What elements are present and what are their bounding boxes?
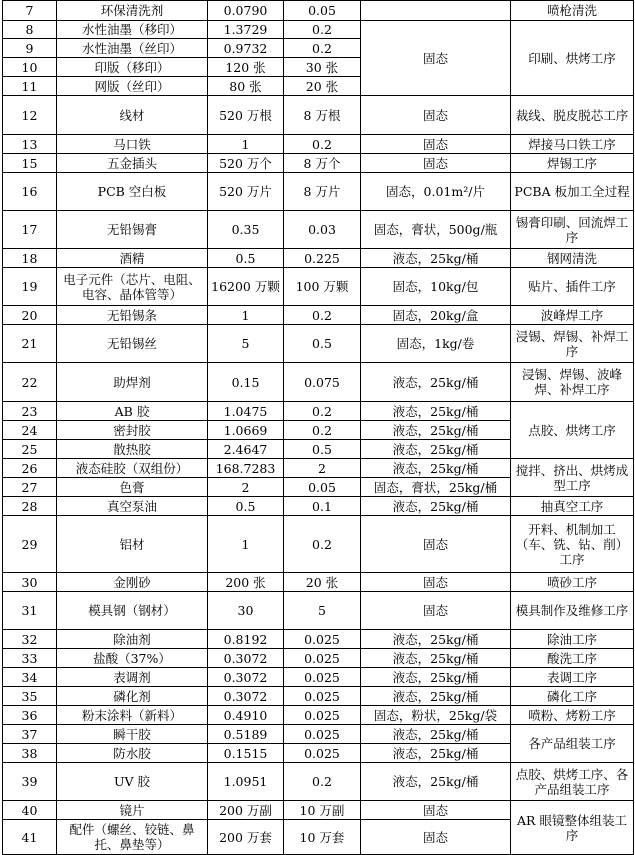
max-storage: 8 万片 bbox=[284, 173, 361, 211]
annual-usage: 0.3072 bbox=[208, 668, 284, 687]
row-number: 18 bbox=[3, 249, 57, 268]
max-storage: 0.025 bbox=[284, 649, 361, 668]
process-step: 点胶、烘烤工序 bbox=[511, 402, 634, 459]
annual-usage: 2 bbox=[208, 478, 284, 497]
table-row bbox=[3, 325, 634, 363]
material-name: 酒精 bbox=[57, 249, 208, 268]
max-storage: 0.025 bbox=[284, 687, 361, 706]
physical-state: 液态，25kg/桶 bbox=[361, 402, 511, 421]
annual-usage: 200 万套 bbox=[208, 820, 284, 855]
max-storage: 8 万个 bbox=[284, 154, 361, 173]
material-name: 助焊剂 bbox=[57, 363, 208, 402]
row-number: 15 bbox=[3, 154, 57, 173]
annual-usage: 520 万根 bbox=[208, 96, 284, 135]
row-number: 26 bbox=[3, 459, 57, 478]
material-name: UV 胶 bbox=[57, 763, 208, 801]
row-number: 32 bbox=[3, 630, 57, 649]
process-step: PCBA 板加工全过程 bbox=[511, 173, 634, 211]
row-number: 30 bbox=[3, 573, 57, 592]
material-name: 马口铁 bbox=[57, 135, 208, 154]
annual-usage: 16200 万颗 bbox=[208, 268, 284, 306]
max-storage: 0.1 bbox=[284, 497, 361, 516]
process-step: 磷化工序 bbox=[511, 687, 634, 706]
physical-state: 固态，20kg/盒 bbox=[361, 306, 511, 325]
max-storage: 0.05 bbox=[284, 1, 361, 21]
max-storage: 0.025 bbox=[284, 630, 361, 649]
annual-usage: 1.0475 bbox=[208, 402, 284, 421]
row-number: 7 bbox=[3, 1, 57, 21]
table-row bbox=[3, 687, 634, 706]
row-number: 13 bbox=[3, 135, 57, 154]
annual-usage: 1.3729 bbox=[208, 21, 284, 39]
annual-usage: 1 bbox=[208, 135, 284, 154]
process-step: 模具制作及维修工序 bbox=[511, 592, 634, 630]
max-storage: 0.025 bbox=[284, 725, 361, 744]
material-name: 配件（螺丝、铰链、鼻托、鼻垫等） bbox=[57, 820, 208, 855]
material-name: 无铅锡丝 bbox=[57, 325, 208, 363]
row-number: 11 bbox=[3, 77, 57, 96]
annual-usage: 80 张 bbox=[208, 77, 284, 96]
physical-state: 固态，0.01m²/片 bbox=[361, 173, 511, 211]
table-row bbox=[3, 173, 634, 211]
max-storage: 0.025 bbox=[284, 706, 361, 725]
table-row bbox=[3, 402, 634, 421]
physical-state: 固态 bbox=[361, 820, 511, 855]
table-row bbox=[3, 630, 634, 649]
physical-state: 液态，25kg/桶 bbox=[361, 363, 511, 402]
annual-usage: 0.5189 bbox=[208, 725, 284, 744]
row-number: 23 bbox=[3, 402, 57, 421]
physical-state: 液态，25kg/桶 bbox=[361, 421, 511, 440]
row-number: 29 bbox=[3, 516, 57, 573]
table-row bbox=[3, 592, 634, 630]
process-step: 钢网清洗 bbox=[511, 249, 634, 268]
table-row bbox=[3, 725, 634, 744]
material-name: 瞬干胶 bbox=[57, 725, 208, 744]
table-row bbox=[3, 459, 634, 478]
annual-usage: 0.1515 bbox=[208, 744, 284, 763]
max-storage: 0.2 bbox=[284, 135, 361, 154]
table-row bbox=[3, 649, 634, 668]
annual-usage: 0.3072 bbox=[208, 687, 284, 706]
physical-state: 液态，25kg/桶 bbox=[361, 249, 511, 268]
row-number: 10 bbox=[3, 58, 57, 77]
annual-usage: 0.3072 bbox=[208, 649, 284, 668]
material-name: AB 胶 bbox=[57, 402, 208, 421]
material-name: 铝材 bbox=[57, 516, 208, 573]
process-step: 焊接马口铁工序 bbox=[511, 135, 634, 154]
max-storage: 0.2 bbox=[284, 402, 361, 421]
max-storage: 0.2 bbox=[284, 763, 361, 801]
max-storage: 20 张 bbox=[284, 573, 361, 592]
material-name: 无铅锡膏 bbox=[57, 211, 208, 249]
row-number: 40 bbox=[3, 801, 57, 820]
table-row bbox=[3, 497, 634, 516]
process-step: 裁线、脱皮脱芯工序 bbox=[511, 96, 634, 135]
table-row bbox=[3, 21, 634, 39]
material-name: 液态硅胶（双组份） bbox=[57, 459, 208, 478]
table-row bbox=[3, 154, 634, 173]
physical-state: 固态，粉状，25kg/袋 bbox=[361, 706, 511, 725]
annual-usage: 0.8192 bbox=[208, 630, 284, 649]
annual-usage: 0.5 bbox=[208, 249, 284, 268]
row-number: 37 bbox=[3, 725, 57, 744]
annual-usage: 0.9732 bbox=[208, 39, 284, 58]
max-storage: 5 bbox=[284, 592, 361, 630]
physical-state: 固态 bbox=[361, 592, 511, 630]
table-row bbox=[3, 268, 634, 306]
max-storage: 0.03 bbox=[284, 211, 361, 249]
max-storage: 0.2 bbox=[284, 21, 361, 39]
annual-usage: 0.15 bbox=[208, 363, 284, 402]
annual-usage: 200 张 bbox=[208, 573, 284, 592]
row-number: 39 bbox=[3, 763, 57, 801]
process-step: 贴片、插件工序 bbox=[511, 268, 634, 306]
process-step: 开料、机制加工（车、铣、钻、削）工序 bbox=[511, 516, 634, 573]
annual-usage: 0.4910 bbox=[208, 706, 284, 725]
row-number: 41 bbox=[3, 820, 57, 855]
row-number: 28 bbox=[3, 497, 57, 516]
row-number: 8 bbox=[3, 21, 57, 39]
max-storage: 0.025 bbox=[284, 744, 361, 763]
table-row bbox=[3, 96, 634, 135]
row-number: 17 bbox=[3, 211, 57, 249]
max-storage: 0.05 bbox=[284, 478, 361, 497]
process-step: 搅拌、挤出、烘烤成型工序 bbox=[511, 459, 634, 497]
row-number: 20 bbox=[3, 306, 57, 325]
material-name: 密封胶 bbox=[57, 421, 208, 440]
physical-state: 液态，25kg/桶 bbox=[361, 440, 511, 459]
process-step: 焊锡工序 bbox=[511, 154, 634, 173]
annual-usage: 200 万副 bbox=[208, 801, 284, 820]
row-number: 27 bbox=[3, 478, 57, 497]
material-name: PCB 空白板 bbox=[57, 173, 208, 211]
max-storage: 0.5 bbox=[284, 325, 361, 363]
annual-usage: 1.0669 bbox=[208, 421, 284, 440]
physical-state: 液态，25kg/桶 bbox=[361, 687, 511, 706]
table-row bbox=[3, 249, 634, 268]
annual-usage: 2.4647 bbox=[208, 440, 284, 459]
material-name: 表调剂 bbox=[57, 668, 208, 687]
table-row bbox=[3, 516, 634, 573]
physical-state: 固态，1kg/卷 bbox=[361, 325, 511, 363]
material-name: 粉末涂料（新料） bbox=[57, 706, 208, 725]
annual-usage: 1 bbox=[208, 306, 284, 325]
process-step: 浸锡、焊锡、波峰焊、补焊工序 bbox=[511, 363, 634, 402]
max-storage: 2 bbox=[284, 459, 361, 478]
max-storage: 10 万副 bbox=[284, 801, 361, 820]
table-row bbox=[3, 573, 634, 592]
material-name: 水性油墨（移印） bbox=[57, 21, 208, 39]
process-step: 波峰焊工序 bbox=[511, 306, 634, 325]
row-number: 21 bbox=[3, 325, 57, 363]
process-step: 喷枪清洗 bbox=[511, 1, 634, 21]
material-name: 金刚砂 bbox=[57, 573, 208, 592]
material-name: 防水胶 bbox=[57, 744, 208, 763]
table-row bbox=[3, 211, 634, 249]
annual-usage: 1.0951 bbox=[208, 763, 284, 801]
table-row bbox=[3, 706, 634, 725]
material-name: 色膏 bbox=[57, 478, 208, 497]
table-row bbox=[3, 801, 634, 820]
material-name: 线材 bbox=[57, 96, 208, 135]
row-number: 38 bbox=[3, 744, 57, 763]
physical-state: 液态，25kg/桶 bbox=[361, 668, 511, 687]
material-name: 电子元件（芯片、电阻、电容、晶体管等） bbox=[57, 268, 208, 306]
process-step: 印刷、烘烤工序 bbox=[511, 21, 634, 96]
material-name: 真空泵油 bbox=[57, 497, 208, 516]
max-storage: 20 张 bbox=[284, 77, 361, 96]
table-row bbox=[3, 1, 634, 21]
material-name: 网版（丝印） bbox=[57, 77, 208, 96]
row-number: 31 bbox=[3, 592, 57, 630]
row-number: 22 bbox=[3, 363, 57, 402]
physical-state: 固态 bbox=[361, 154, 511, 173]
material-name: 盐酸（37%） bbox=[57, 649, 208, 668]
process-step: 喷粉、烤粉工序 bbox=[511, 706, 634, 725]
physical-state: 固态 bbox=[361, 573, 511, 592]
table-row bbox=[3, 306, 634, 325]
max-storage: 0.225 bbox=[284, 249, 361, 268]
process-step: AR 眼镜整体组装工序 bbox=[511, 801, 634, 855]
row-number: 33 bbox=[3, 649, 57, 668]
physical-state: 固态 bbox=[361, 21, 511, 96]
process-step: 除油工序 bbox=[511, 630, 634, 649]
physical-state: 固态，膏状，25kg/桶 bbox=[361, 478, 511, 497]
annual-usage: 0.5 bbox=[208, 497, 284, 516]
material-name: 无铅锡条 bbox=[57, 306, 208, 325]
annual-usage: 30 bbox=[208, 592, 284, 630]
material-name: 磷化剂 bbox=[57, 687, 208, 706]
material-name: 环保清洗剂 bbox=[57, 1, 208, 21]
table-row bbox=[3, 363, 634, 402]
max-storage: 0.5 bbox=[284, 440, 361, 459]
annual-usage: 0.0790 bbox=[208, 1, 284, 21]
raw-materials-table bbox=[2, 0, 634, 855]
physical-state: 液态，25kg/桶 bbox=[361, 725, 511, 744]
physical-state: 固态，10kg/包 bbox=[361, 268, 511, 306]
row-number: 12 bbox=[3, 96, 57, 135]
max-storage: 0.2 bbox=[284, 306, 361, 325]
max-storage: 0.2 bbox=[284, 39, 361, 58]
physical-state: 固态 bbox=[361, 135, 511, 154]
max-storage: 10 万套 bbox=[284, 820, 361, 855]
max-storage: 100 万颗 bbox=[284, 268, 361, 306]
process-step: 锡膏印刷、回流焊工序 bbox=[511, 211, 634, 249]
physical-state bbox=[361, 1, 511, 21]
max-storage: 0.075 bbox=[284, 363, 361, 402]
physical-state: 固态 bbox=[361, 96, 511, 135]
annual-usage: 520 万片 bbox=[208, 173, 284, 211]
row-number: 24 bbox=[3, 421, 57, 440]
row-number: 34 bbox=[3, 668, 57, 687]
row-number: 16 bbox=[3, 173, 57, 211]
physical-state: 固态，膏状，500g/瓶 bbox=[361, 211, 511, 249]
material-name: 印版（移印） bbox=[57, 58, 208, 77]
physical-state: 液态，25kg/桶 bbox=[361, 744, 511, 763]
material-name: 水性油墨（丝印） bbox=[57, 39, 208, 58]
row-number: 19 bbox=[3, 268, 57, 306]
annual-usage: 1 bbox=[208, 516, 284, 573]
physical-state: 液态，25kg/桶 bbox=[361, 649, 511, 668]
physical-state: 液态，25kg/桶 bbox=[361, 630, 511, 649]
row-number: 9 bbox=[3, 39, 57, 58]
physical-state: 液态，25kg/桶 bbox=[361, 497, 511, 516]
process-step: 点胶、烘烤工序、各产品组装工序 bbox=[511, 763, 634, 801]
materials-table-region bbox=[2, 0, 633, 852]
material-name: 模具钢（钢材） bbox=[57, 592, 208, 630]
table-row bbox=[3, 135, 634, 154]
process-step: 各产品组装工序 bbox=[511, 725, 634, 763]
physical-state: 液态，25kg/桶 bbox=[361, 459, 511, 478]
row-number: 35 bbox=[3, 687, 57, 706]
annual-usage: 520 万个 bbox=[208, 154, 284, 173]
material-name: 除油剂 bbox=[57, 630, 208, 649]
process-step: 喷砂工序 bbox=[511, 573, 634, 592]
annual-usage: 0.35 bbox=[208, 211, 284, 249]
row-number: 36 bbox=[3, 706, 57, 725]
max-storage: 0.2 bbox=[284, 516, 361, 573]
process-step: 表调工序 bbox=[511, 668, 634, 687]
physical-state: 液态，25kg/桶 bbox=[361, 763, 511, 801]
row-number: 25 bbox=[3, 440, 57, 459]
annual-usage: 5 bbox=[208, 325, 284, 363]
table-row bbox=[3, 668, 634, 687]
physical-state: 固态 bbox=[361, 516, 511, 573]
max-storage: 0.2 bbox=[284, 421, 361, 440]
physical-state: 固态 bbox=[361, 801, 511, 820]
max-storage: 30 张 bbox=[284, 58, 361, 77]
max-storage: 0.025 bbox=[284, 668, 361, 687]
material-name: 五金插头 bbox=[57, 154, 208, 173]
material-name: 镜片 bbox=[57, 801, 208, 820]
process-step: 酸洗工序 bbox=[511, 649, 634, 668]
process-step: 抽真空工序 bbox=[511, 497, 634, 516]
annual-usage: 168.7283 bbox=[208, 459, 284, 478]
table-row bbox=[3, 763, 634, 801]
max-storage: 8 万根 bbox=[284, 96, 361, 135]
process-step: 浸锡、焊锡、补焊工序 bbox=[511, 325, 634, 363]
annual-usage: 120 张 bbox=[208, 58, 284, 77]
material-name: 散热胶 bbox=[57, 440, 208, 459]
